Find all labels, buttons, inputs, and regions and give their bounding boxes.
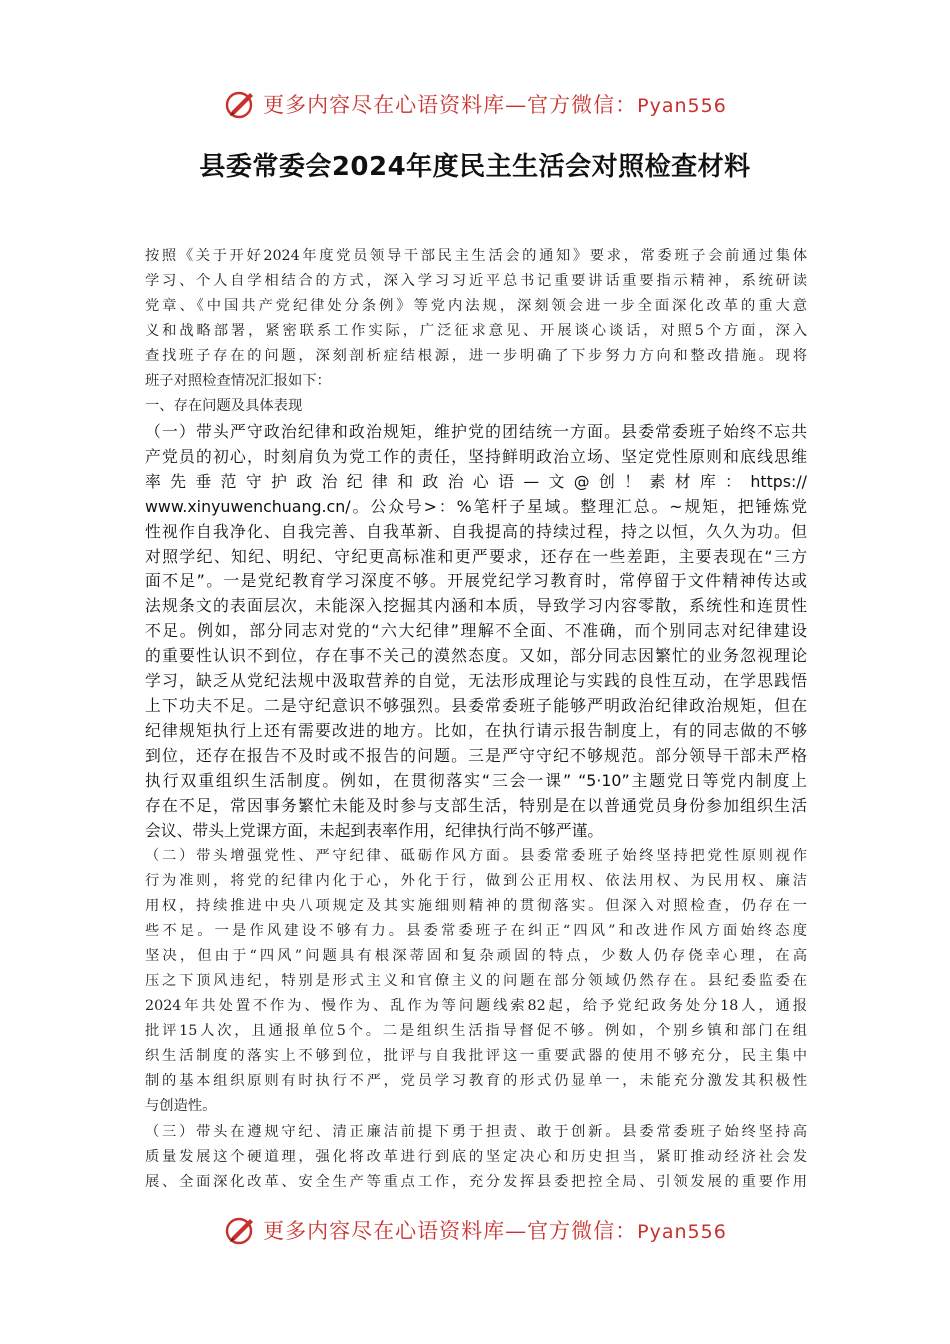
text-line: 批评15人次，且通报单位5个。二是组织生活指导督促不够。例如，个别乡镇和部门在组 <box>145 1023 807 1040</box>
text-line: 率先垂范守护政治纪律和政治心语—文@创！素材库：https:// <box>145 471 807 491</box>
text-line: 织生活制度的落实上不够到位，批评与自我批评这一重要武器的使用不够充分，民主集中 <box>145 1048 807 1065</box>
text-line: 按照《关于开好2024年度党员领导干部民主生活会的通知》要求，常委班子会前通过集体 <box>145 248 807 264</box>
intro-paragraph <box>145 244 807 419</box>
watermark-text: 更多内容尽在心语资料库—官方微信：Pyan556 <box>263 1219 727 1243</box>
text-line: 产党员的初心，时刻肩负为党工作的责任，坚持鲜明政治立场、坚定党性原则和底线思维 <box>145 446 807 466</box>
text-line: 展、全面深化改革、安全生产等重点工作，充分发挥县委把控全局、引领发展的重要作用 <box>145 1174 807 1191</box>
text-line: 对照学纪、知纪、明纪、守纪更高标准和更严要求，还存在一些差距，主要表现在“三方 <box>145 546 807 566</box>
text-line: 性视作自我净化、自我完善、自我革新、自我提高的持续过程，持之以恒，久久为功。但 <box>145 521 807 541</box>
text-line: 坚决，但由于“四风”问题具有根深蒂固和复杂顽固的特点，少数人仍存侥幸心理，在高 <box>145 948 807 965</box>
text-line: 纪律规矩执行上还有需要改进的地方。比如，在执行请示报告制度上，有的同志做的不够 <box>145 720 807 740</box>
text-line: 学习，缺乏从党纪法规中汲取营养的自觉，无法形成理论与实践的良性互动，在学思践悟 <box>145 671 807 691</box>
text-line: 些不足。一是作风建设不够有力。县委常委班子在纠正“四风”和改进作风方面始终态度 <box>145 923 807 940</box>
document-title: 县委常委会2024年度民主生活会对照检查材料 <box>199 152 751 182</box>
text-line: 的重要性认识不到位，存在事不关己的漠然态度。又如，部分同志因繁忙的业务忽视理论 <box>145 646 807 666</box>
text-line: www.xinyuwenchuang.cn/。公众号>：%笔杆子星域。整理汇总。~规矩，把锤炼党 <box>145 496 807 516</box>
text-line: 会议、带头上党课方面，未起到表率作用，纪律执行尚不够严谨。 <box>145 820 604 840</box>
watermark-banner-bottom <box>0 1210 950 1250</box>
text-line: 法规条文的表面层次，未能深入挖掘其内涵和本质，导致学习内容零散，系统性和连贯性 <box>145 596 807 616</box>
part-three-paragraph <box>145 1120 807 1195</box>
text-line: 党章、《中国共产党纪律处分条例》等党内法规，深刻领会进一步全面深化改革的重大意 <box>145 298 807 314</box>
text-line: 2024年共处置不作为、慢作为、乱作为等问题线索82起，给予党纪政务处分18人，通报 <box>145 998 807 1015</box>
text-line: 压之下顶风违纪，特别是形式主义和官僚主义的问题在部分领域仍然存在。县纪委监委在 <box>145 973 807 990</box>
text-line: 与创造性。 <box>145 1098 217 1115</box>
text-line: 上下功夫不足。二是守纪意识不够强烈。县委常委班子能够严明政治纪律政治规矩，但在 <box>145 695 807 715</box>
pen-logo-icon <box>223 86 259 122</box>
text-line: 查找班子存在的问题，深刻剖析症结根源，进一步明确了下步努力方向和整改措施。现将 <box>145 348 807 364</box>
text-line: 面不足”。一是党纪教育学习深度不够。开展党纪学习教育时，常停留于文件精神传达或 <box>145 571 807 591</box>
text-line: 用权，持续推进中央八项规定及其实施细则精神的贯彻落实。但深入对照检查，仍存在一 <box>145 898 807 915</box>
text-line: 学习、个人自学相结合的方式，深入学习习近平总书记重要讲话重要指示精神，系统研读 <box>145 273 807 289</box>
pen-logo-icon <box>223 1212 259 1248</box>
text-line: 不足。例如，部分同志对党的“六大纪律”理解不全面、不准确，而个别同志对纪律建设 <box>145 621 807 641</box>
text-line: （一）带头严守政治纪律和政治规矩，维护党的团结统一方面。县委常委班子始终不忘共 <box>145 422 807 441</box>
watermark-banner-top <box>0 84 950 124</box>
text-line: （三）带头在遵规守纪、清正廉洁前提下勇于担责、敢于创新。县委常委班子始终坚持高 <box>145 1124 807 1141</box>
text-line: 质量发展这个硬道理，强化将改革进行到底的坚定决心和历史担当，紧盯推动经济社会发 <box>145 1149 807 1166</box>
text-line: 存在不足，常因事务繁忙未能及时参与支部生活，特别是在以普通党员身份参加组织生活 <box>145 795 807 815</box>
part-two-paragraph <box>145 844 807 1119</box>
text-line: 到位，还存在报告不及时或不报告的问题。三是严守守纪不够规范。部分领导干部未严格 <box>145 745 807 765</box>
text-line: 执行双重组织生活制度。例如，在贯彻落实“三会一课” “5·10”主题党日等党内制度上 <box>145 770 807 790</box>
part-one-paragraph <box>145 420 807 843</box>
text-line: 义和战略部署，紧密联系工作实际，广泛征求意见、开展谈心谈话，对照5个方面，深入 <box>145 323 807 339</box>
text-line: （二）带头增强党性、严守纪律、砥砺作风方面。县委常委班子始终坚持把党性原则视作 <box>145 848 807 865</box>
text-line: 制的基本组织原则有时执行不严，党员学习教育的形式仍显单一，未能充分激发其积极性 <box>145 1073 807 1090</box>
document-body <box>145 244 807 1195</box>
text-line: 行为准则，将党的纪律内化于心，外化于行，做到公正用权、依法用权、为民用权、廉洁 <box>145 873 807 890</box>
section-heading: 一、存在问题及具体表现 <box>145 398 303 414</box>
text-line: 班子对照检查情况汇报如下： <box>145 373 331 389</box>
watermark-text: 更多内容尽在心语资料库—官方微信：Pyan556 <box>263 93 727 117</box>
